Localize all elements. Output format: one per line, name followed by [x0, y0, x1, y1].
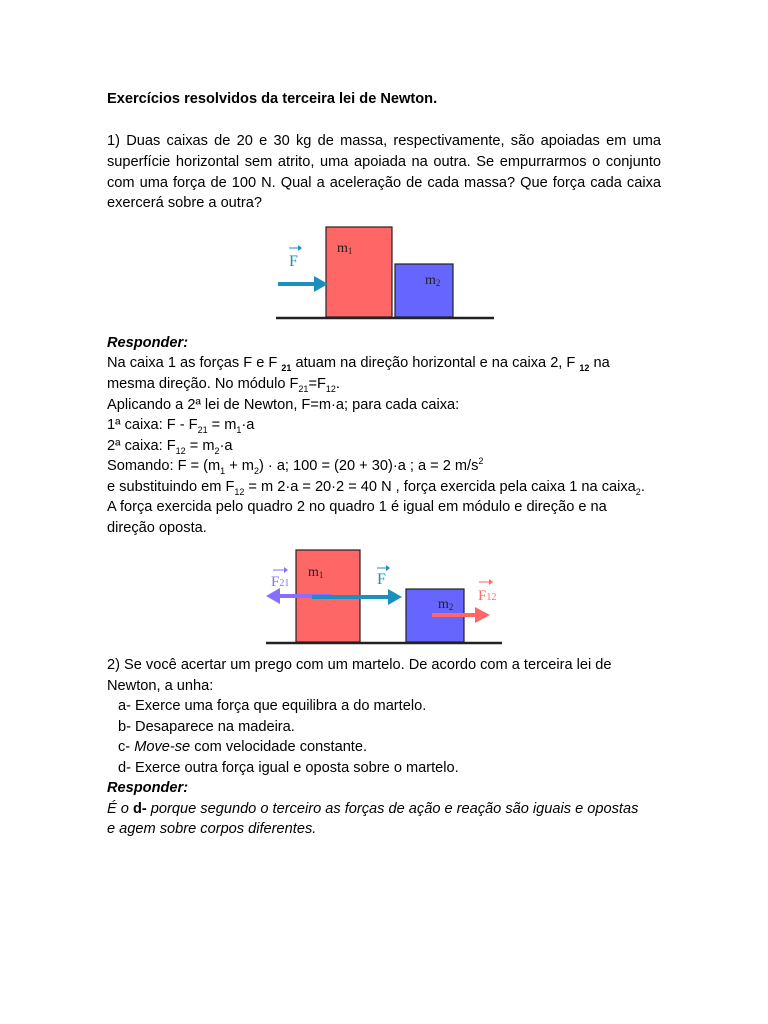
box-m2 — [395, 264, 453, 317]
option-d: d- Exerce outra força igual e oposta sobre o martelo. — [118, 760, 459, 776]
label-F: F — [377, 571, 386, 588]
option-c: c- Move-se com velocidade constante. — [118, 739, 368, 755]
figure-1-two-boxes — [270, 222, 500, 324]
option-a: a- Exerce uma força que equilibra a do martelo. — [118, 698, 427, 714]
svg-text:m1: m1 — [337, 241, 353, 256]
label-F12: F — [478, 588, 487, 604]
answer-line-8: A força exercida pelo quadro 2 no quadro 1 é igual em módulo e direção e na — [107, 499, 607, 515]
svg-text:m2: m2 — [425, 273, 441, 288]
label-F: F — [289, 253, 298, 270]
svg-text:F12: F12 — [478, 588, 497, 604]
answer-2-line-1: É o d- porque segundo o terceiro as forças de ação e reação são iguais e opostas — [107, 801, 639, 817]
svg-text:m2: m2 — [438, 597, 454, 612]
label-m2: m — [425, 273, 436, 288]
svg-text:F21: F21 — [271, 574, 290, 590]
answer-line-3: Aplicando a 2ª lei de Newton, F=m·a; para cada caixa: — [107, 397, 460, 413]
answer-line-9: direção oposta. — [107, 520, 207, 536]
answer-line-4: 1ª caixa: $F - F_{21} = m_1\cdot a$ — [107, 417, 255, 435]
label-m1: m — [337, 241, 348, 256]
question-2-line-1: 2) Se você acertar um prego com um martelo. De acordo com a terceira lei de — [107, 657, 612, 673]
figure-2-action-reaction — [262, 546, 508, 648]
force-arrow-F12-head — [475, 607, 490, 623]
force-arrow-F21-head — [266, 588, 280, 604]
svg-text:m1: m1 — [308, 565, 324, 580]
label-m1: m — [308, 565, 319, 580]
document-title: Exercícios resolvidos da terceira lei de Newton. — [107, 91, 438, 107]
answer-line-7: e substituindo em $F_{12} = m$ 2·a = 20·2 = 40 N , força exercida pela caixa 1 na caixa$_2$. — [107, 479, 645, 497]
answer-2-line-2: e agem sobre corpos diferentes. — [107, 821, 317, 837]
question-1-text: 1) Duas caixas de 20 e 30 kg de massa, respectivamente, são apoiadas em uma superfície horizontal sem atrito, uma apoiada na outra. Se empurrarmos o conjunto com uma força de 100 N. Qual a aceleração de cada massa? Que força cada caixa exercerá sobre a outra? — [107, 133, 661, 212]
force-arrow-F-head — [388, 589, 402, 605]
question-2-line-2: Newton, a unha: — [107, 678, 214, 694]
answer-line-1: Na caixa 1 as forças F e F $_{21}$ atuam na direção horizontal e na caixa 2, F $_{12}$ na — [107, 355, 610, 373]
answer-line-2: mesma direção. No módulo $F_{21}=F_{12}$. — [107, 376, 340, 394]
box-m1 — [326, 227, 392, 317]
answer-line-6: Somando: $F = (m_1 + m_2) \cdot a$; 100 = (20 + 30)·a ; a = 2 $m/s^2$ — [107, 456, 484, 476]
answer-line-5: 2ª caixa: $F_{12} = m_2\cdot a$ — [107, 438, 233, 456]
answer-label-2: Responder: — [107, 780, 189, 796]
label-m2: m — [438, 597, 449, 612]
answer-label-1: Responder: — [107, 335, 189, 351]
option-b: b- Desaparece na madeira. — [118, 719, 295, 735]
label-F21: F — [271, 574, 280, 590]
